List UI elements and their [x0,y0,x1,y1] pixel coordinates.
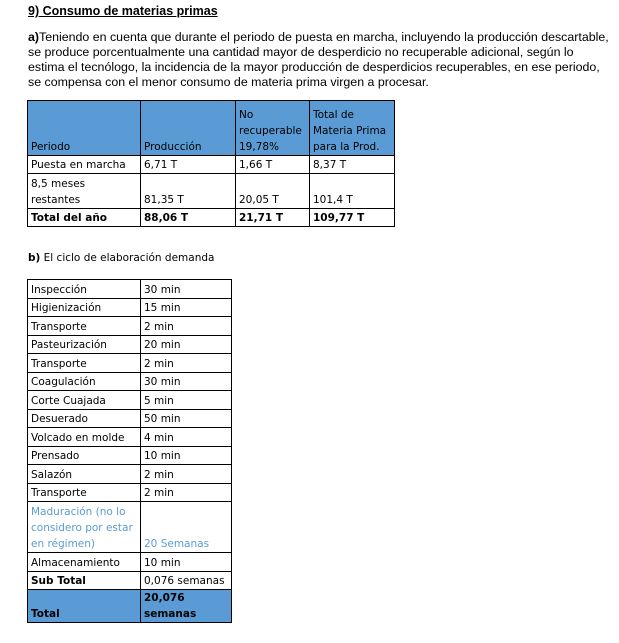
table-cell: 20,076 semanas [141,590,232,623]
header-total-materia-prima: Total de Materia Prima para la Prod. [310,101,395,156]
table-cell: 21,71 T [236,209,310,227]
table-cell: 10 min [141,446,232,465]
paragraph-a [28,30,613,90]
header-periodo: Periodo [28,101,141,156]
table-row [28,156,395,174]
process-cycle-table [27,279,232,623]
table-row [28,317,232,336]
table-cell: Higienización [28,298,141,317]
table-cell: 81,35 T [141,174,236,209]
table-cell: Inspección [28,280,141,299]
table-cell: 20 Semanas [141,502,232,553]
table-cell: Pasteurización [28,335,141,354]
paragraph-b-text: El ciclo de elaboración demanda [40,252,215,264]
table-cell: 2 min [141,483,232,502]
table-cell: Transporte [28,317,141,336]
table-row [28,298,232,317]
table-cell: Salazón [28,465,141,484]
table-total-row [28,209,395,227]
table-cell: 5 min [141,391,232,410]
table-cell: Corte Cuajada [28,391,141,410]
table-cell: 30 min [141,280,232,299]
table-cell: Volcado en molde [28,428,141,447]
table-cell: Total del año [28,209,141,227]
table-row [28,465,232,484]
table-cell: Transporte [28,483,141,502]
paragraph-a-marker: a) [28,30,40,44]
table-cell: 109,77 T [310,209,395,227]
table-cell: 2 min [141,354,232,373]
table-row [28,391,232,410]
table-header-row [28,101,395,156]
process-cycle-body [28,280,232,502]
table-cell: 6,71 T [141,156,236,174]
table-cell: 10 min [141,553,232,572]
table-cell: Prensado [28,446,141,465]
table-row [28,409,232,428]
table-row [28,174,395,209]
table-cell: Total [28,590,141,623]
table-cell: Sub Total [28,571,141,590]
table-cell: Coagulación [28,372,141,391]
table-row [28,428,232,447]
table-cell: 2 min [141,465,232,484]
table-row [28,446,232,465]
table-row [28,372,232,391]
table-cell: 30 min [141,372,232,391]
table-cell: 50 min [141,409,232,428]
table-cell: Desuerado [28,409,141,428]
table-row-maduracion [28,502,232,553]
table-cell: 0,076 semanas [141,571,232,590]
table-total-row [28,590,232,623]
table-row [28,553,232,572]
table-cell: 20,05 T [236,174,310,209]
table-cell: Puesta en marcha [28,156,141,174]
table-row [28,483,232,502]
table-cell: Maduración (no lo considero por estar en régimen) [28,502,141,553]
section-heading: 9) Consumo de materias primas [28,4,218,18]
raw-material-table [27,100,395,227]
paragraph-b-marker: b) [28,252,41,264]
paragraph-a-text: Teniendo en cuenta que durante el periodo de puesta en marcha, incluyendo la producción descartable, se produce porcentualmente una cantidad mayor de desperdicio no recuperable adicional, según lo estima el tecnólogo, la incidencia de la mayor producción de desperdicios recuperables, en ese periodo, se compensa con el menor consumo de materia prima virgen a procesar. [28,30,609,89]
paragraph-b [28,252,214,264]
table-cell: 15 min [141,298,232,317]
table-row [28,354,232,373]
table-cell: 20 min [141,335,232,354]
table-cell: 8,5 meses restantes [28,174,141,209]
table-cell: 8,37 T [310,156,395,174]
table-cell: Almacenamiento [28,553,141,572]
header-no-recuperable: No recuperable 19,78% [236,101,310,156]
table-row [28,335,232,354]
table-cell: 101,4 T [310,174,395,209]
header-produccion: Producción [141,101,236,156]
table-cell: 1,66 T [236,156,310,174]
table-subtotal-row [28,571,232,590]
table-cell: 88,06 T [141,209,236,227]
table-row [28,280,232,299]
table-cell: 2 min [141,317,232,336]
table-cell: Transporte [28,354,141,373]
table-cell: 4 min [141,428,232,447]
